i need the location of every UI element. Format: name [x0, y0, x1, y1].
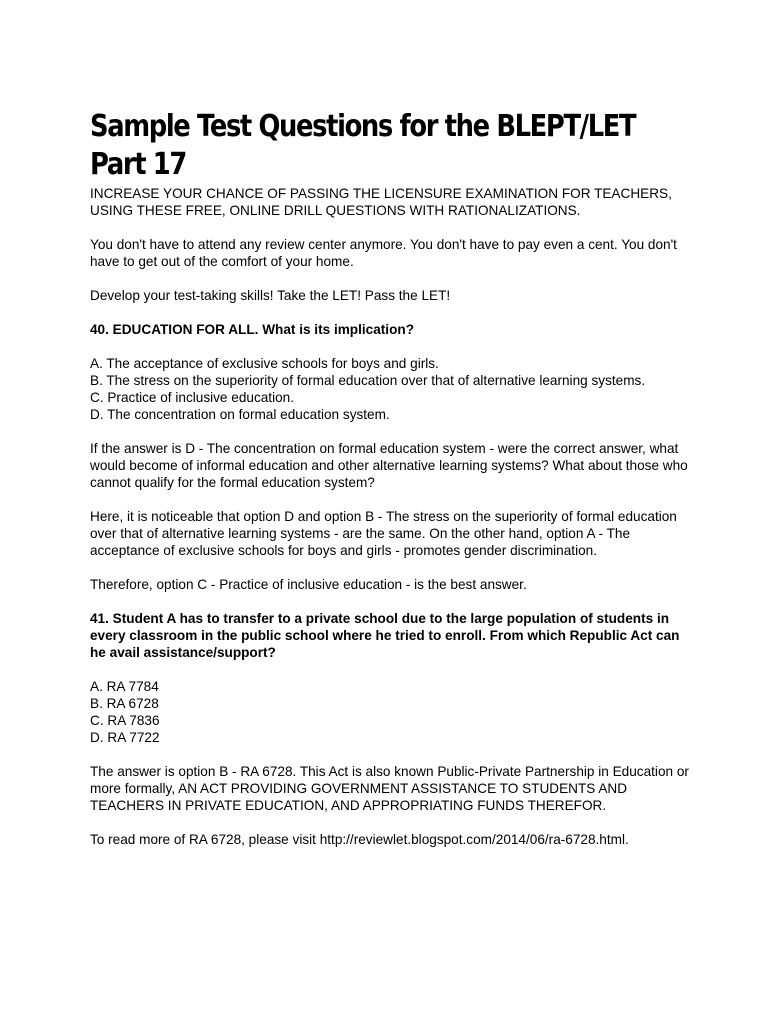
title-line-2: Part 17 [90, 147, 186, 182]
question-40: 40. EDUCATION FOR ALL. What is its implication? [90, 322, 414, 337]
review-center-paragraph: You don't have to attend any review center anymore. You don't have to pay even a cent. You don't have to get out of the comfort of your home. [90, 237, 677, 269]
develop-skills-paragraph: Develop your test-taking skills! Take the LET! Pass the LET! [90, 288, 451, 303]
option-b: B. RA 6728 [90, 696, 159, 711]
option-d: D. RA 7722 [90, 730, 160, 745]
question-41-options [90, 678, 690, 746]
question-40-explanation-2: Here, it is noticeable that option D and option B - The stress on the superiority of formal education over that of alternative learning systems - are the same. On the other hand, option A - The acceptance of exclusive schools for boys and girls - promotes gender discrimination. [90, 509, 677, 558]
option-a: A. The acceptance of exclusive schools for boys and girls. [90, 356, 439, 371]
option-d: D. The concentration on formal education system. [90, 407, 390, 422]
question-40-explanation-1: If the answer is D - The concentration on formal education system - were the correct answer, what would become of informal education and other alternative learning systems? What about those who cannot qualify for the formal education system? [90, 441, 688, 490]
question-40-conclusion: Therefore, option C - Practice of inclusive education - is the best answer. [90, 577, 527, 592]
document-page [90, 108, 690, 865]
question-41: 41. Student A has to transfer to a private school due to the large population of students in every classroom in the public school where he tried to enroll. From which Republic Act can he avail assistance/support? [90, 611, 680, 660]
option-b: B. The stress on the superiority of formal education over that of alternative learning systems. [90, 373, 646, 388]
question-40-options [90, 355, 690, 423]
option-a: A. RA 7784 [90, 679, 159, 694]
question-41-read-more: To read more of RA 6728, please visit http://reviewlet.blogspot.com/2014/06/ra-6728.html. [90, 832, 629, 847]
intro-paragraph: INCREASE YOUR CHANCE OF PASSING THE LICENSURE EXAMINATION FOR TEACHERS, USING THESE FREE, ONLINE DRILL QUESTIONS WITH RATIONALIZATIONS. [90, 186, 672, 218]
option-c: C. Practice of inclusive education. [90, 390, 295, 405]
title-line-1: Sample Test Questions for the BLEPT/LET [90, 109, 636, 144]
page-title [90, 108, 692, 184]
option-c: C. RA 7836 [90, 713, 160, 728]
question-41-answer: The answer is option B - RA 6728. This Act is also known Public-Private Partnership in Education or more formally, AN ACT PROVIDING GOVERNMENT ASSISTANCE TO STUDENTS AND TEACHERS IN PRIVATE EDUCATION, AND APPROPRIATING FUNDS THEREFOR. [90, 764, 689, 813]
